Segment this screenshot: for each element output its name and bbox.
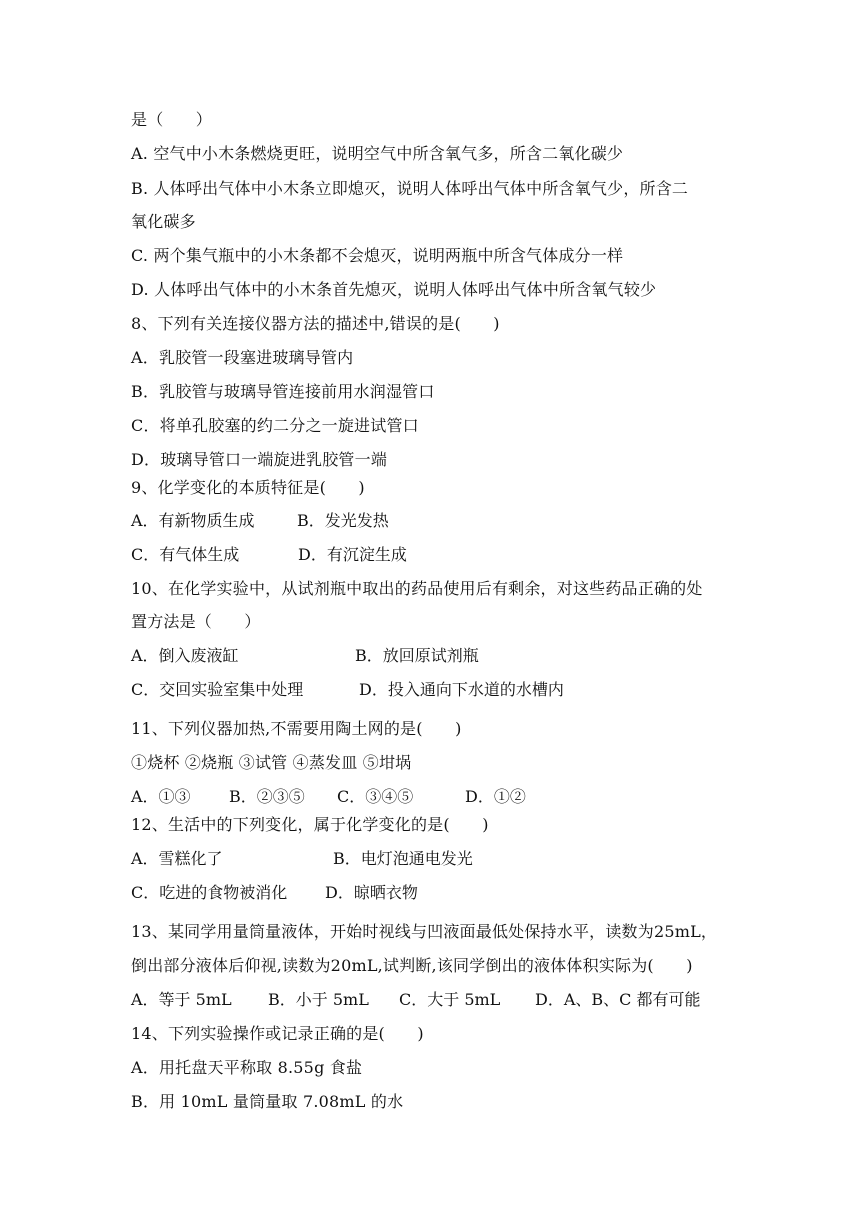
q10-option-d: D．投入通向下水道的水槽内 xyxy=(359,680,564,699)
q8-stem: 8、下列有关连接仪器方法的描述中,错误的是( ) xyxy=(131,314,500,333)
q13-stem-cont: 倒出部分液体后仰视,读数为20mL,试判断,该同学倒出的液体体积实际为( ) xyxy=(131,956,693,975)
q7-option-b-cont: 氧化碳多 xyxy=(131,212,196,231)
q14-option-a: A．用托盘天平称取 8.55g 食盐 xyxy=(131,1058,363,1077)
q14-option-b: B．用 10mL 量筒量取 7.08mL 的水 xyxy=(131,1092,404,1111)
q8-option-a: A．乳胶管一段塞进玻璃导管内 xyxy=(131,348,354,367)
q7-option-b: B. 人体呼出气体中小木条立即熄灭，说明人体呼出气体中所含氧气少，所含二 xyxy=(131,179,689,198)
q8-option-b: B．乳胶管与玻璃导管连接前用水润湿管口 xyxy=(131,382,435,401)
q10-option-b: B．放回原试剂瓶 xyxy=(355,646,479,665)
q12-option-d: D．晾晒衣物 xyxy=(325,883,418,902)
q8-option-c: C．将单孔胶塞的约二分之一旋进试管口 xyxy=(131,416,419,435)
q13-option-c: C．大于 5mL xyxy=(399,990,501,1009)
q11-stem: 11、下列仪器加热,不需要用陶土网的是( ) xyxy=(131,719,462,738)
q10-stem-cont: 置方法是（ ） xyxy=(131,612,261,631)
q11-option-a: A．①③ xyxy=(131,787,191,806)
q13-option-b: B．小于 5mL xyxy=(268,990,369,1009)
q7-option-a: A. 空气中小木条燃烧更旺，说明空气中所含氧气多，所含二氧化碳少 xyxy=(131,144,624,163)
q10-option-a: A．倒入废液缸 xyxy=(131,646,239,665)
q10-option-c: C．交回实验室集中处理 xyxy=(131,680,304,699)
q7-stem-tail: 是（ ） xyxy=(131,110,213,129)
q9-option-b: B．发光发热 xyxy=(297,511,389,530)
q13-option-a: A．等于 5mL xyxy=(131,990,232,1009)
q12-option-b: B．电灯泡通电发光 xyxy=(333,849,473,868)
q9-option-d: D．有沉淀生成 xyxy=(298,545,407,564)
q8-option-d: D．玻璃导管口一端旋进乳胶管一端 xyxy=(131,450,388,469)
q9-option-c: C．有气体生成 xyxy=(131,545,240,564)
q10-stem: 10、在化学实验中，从试剂瓶中取出的药品使用后有剩余，对这些药品正确的处 xyxy=(131,579,703,598)
q13-stem: 13、某同学用量筒量液体，开始时视线与凹液面最低处保持水平，读数为25mL， xyxy=(131,922,718,941)
q11-items: ①烧杯 ②烧瓶 ③试管 ④蒸发皿 ⑤坩埚 xyxy=(131,753,412,772)
q11-option-b: B．②③⑤ xyxy=(229,787,305,806)
q11-option-d: D．①② xyxy=(465,787,526,806)
q9-option-a: A．有新物质生成 xyxy=(131,511,255,530)
q12-option-a: A．雪糕化了 xyxy=(131,849,223,868)
q7-option-c: C. 两个集气瓶中的小木条都不会熄灭，说明两瓶中所含气体成分一样 xyxy=(131,246,624,265)
q13-option-d: D．A、B、C 都有可能 xyxy=(535,990,701,1009)
q11-option-c: C．③④⑤ xyxy=(337,787,414,806)
q7-option-d: D. 人体呼出气体中的小木条首先熄灭，说明人体呼出气体中所含氧气较少 xyxy=(131,280,657,299)
q12-stem: 12、生活中的下列变化，属于化学变化的是( ) xyxy=(131,815,489,834)
q9-stem: 9、化学变化的本质特征是( ) xyxy=(131,478,365,497)
q12-option-c: C．吃进的食物被消化 xyxy=(131,883,288,902)
q14-stem: 14、下列实验操作或记录正确的是( ) xyxy=(131,1024,424,1043)
